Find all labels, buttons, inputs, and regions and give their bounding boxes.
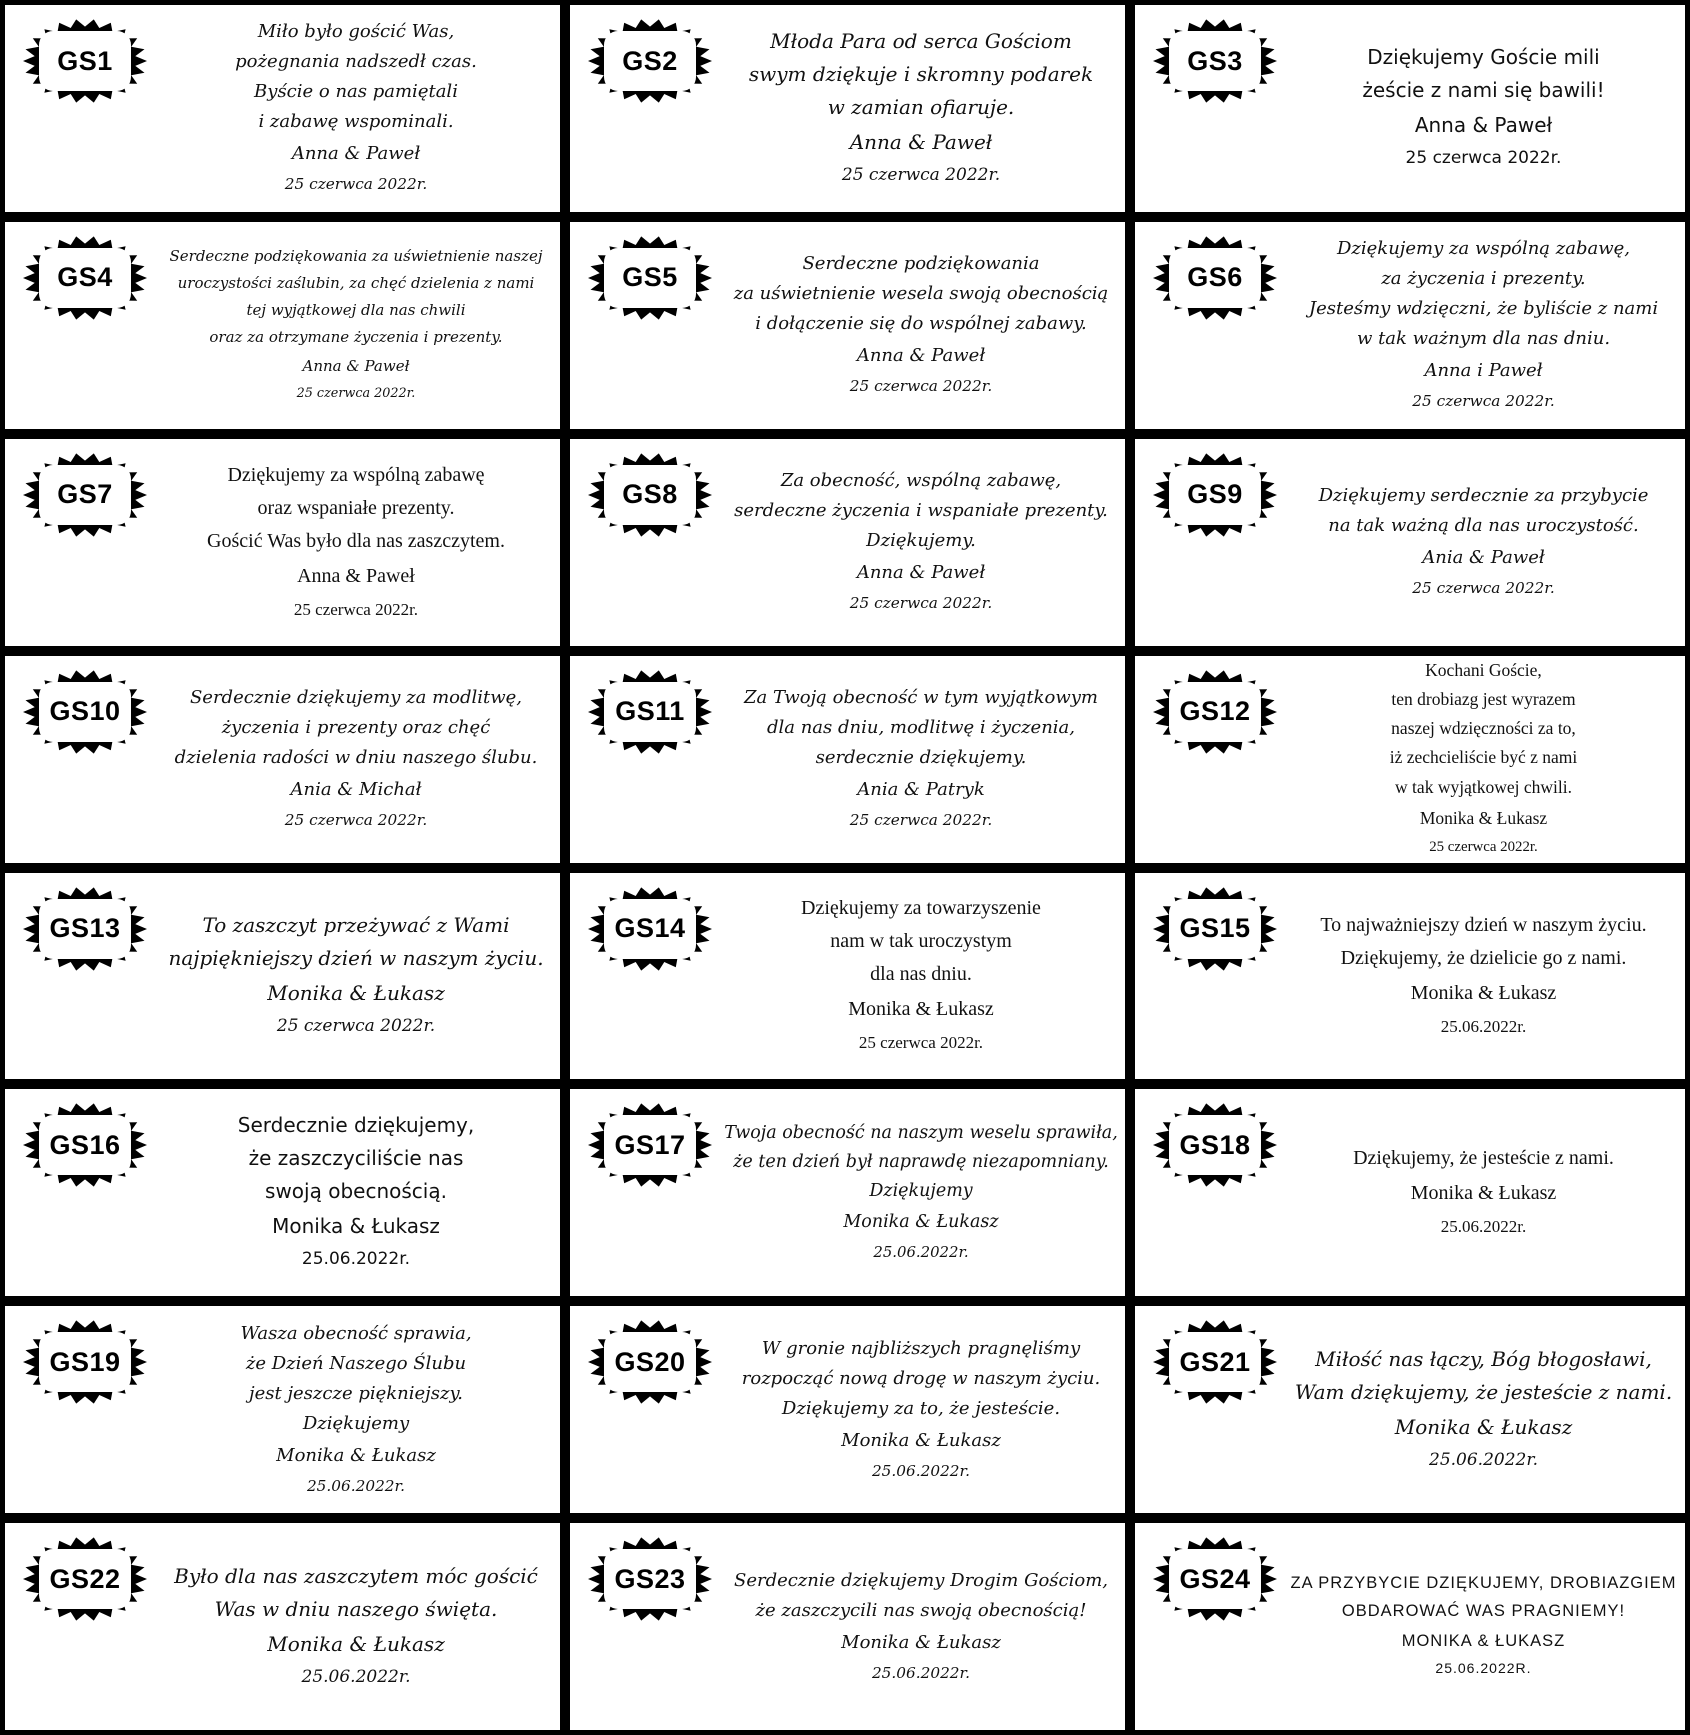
couple-names: Monika & Łukasz <box>848 998 994 1021</box>
message-line: pożegnania nadszedł czas. <box>235 51 477 73</box>
card-text <box>160 873 552 1080</box>
wedding-date: 25 czerwca 2022r. <box>1405 148 1562 169</box>
message-line: Twoja obecność na naszym weselu sprawiła, <box>724 1122 1118 1143</box>
message-line: że Dzień Naszego Ślubu <box>245 1352 467 1374</box>
couple-names: Anna & Paweł <box>856 345 986 367</box>
card-text <box>160 439 552 646</box>
message-line: To najważniejszy dzień w naszym życiu. <box>1320 913 1647 936</box>
message-line: Jesteśmy wdzięczni, że byliście z nami <box>1308 298 1659 320</box>
wedding-date: 25.06.2022r. <box>301 1249 411 1270</box>
card-gs17 <box>570 1089 1125 1296</box>
message-line: Dziękujemy, że dzielicie go z nami. <box>1340 946 1627 969</box>
card-gs19 <box>5 1306 560 1513</box>
message-line: Miło było gościć Was, <box>257 21 455 43</box>
card-code: GS1 <box>57 45 113 76</box>
message-line: dzielenia radości w dniu naszego ślubu. <box>174 747 538 769</box>
card-text <box>1290 656 1677 863</box>
card-gs11 <box>570 656 1125 863</box>
couple-names: MONIKA & ŁUKASZ <box>1401 1631 1566 1650</box>
badge <box>580 881 720 977</box>
badge <box>580 1531 720 1627</box>
card-text <box>725 222 1117 429</box>
wedding-date: 25.06.2022r. <box>306 1476 406 1495</box>
message-line: i zabawę wspominali. <box>258 111 454 133</box>
wedding-date: 25 czerwca 2022r. <box>1412 579 1555 598</box>
card-gs12 <box>1135 656 1685 863</box>
badge <box>1145 1097 1285 1193</box>
badge <box>15 447 155 543</box>
badge <box>1145 1531 1285 1627</box>
badge <box>15 13 155 109</box>
card-code: GS8 <box>622 479 678 510</box>
card-code: GS7 <box>57 479 113 510</box>
card-gs13 <box>5 873 560 1080</box>
wedding-date: 25 czerwca 2022r. <box>849 594 993 613</box>
message-line: dla nas dniu, modlitwę i życzenia, <box>766 717 1076 739</box>
message-line: Byście o nas pamiętali <box>254 81 458 103</box>
card-text <box>725 1523 1117 1730</box>
wedding-date: 25 czerwca 2022r. <box>1412 392 1555 411</box>
couple-names: Anna & Paweł <box>856 562 986 584</box>
wedding-date: 25 czerwca 2022r. <box>849 811 993 830</box>
couple-names: Ania & Patryk <box>857 779 985 801</box>
wedding-date: 25.06.2022r. <box>301 1666 411 1687</box>
wedding-date: 25 czerwca 2022r. <box>296 386 416 402</box>
message-line: Serdecznie dziękujemy za modlitwę, <box>189 687 523 709</box>
badge <box>1145 447 1285 543</box>
card-text <box>725 5 1117 212</box>
message-line: oraz za otrzymane życzenia i prezenty. <box>209 328 503 347</box>
card-gs22 <box>5 1523 560 1730</box>
card-text <box>725 873 1117 1080</box>
badge <box>580 1314 720 1410</box>
card-code: GS24 <box>1179 1563 1251 1594</box>
couple-names: Anna i Paweł <box>1424 360 1543 382</box>
couple-names: Monika & Łukasz <box>841 1429 1001 1451</box>
card-code: GS18 <box>1179 1129 1251 1160</box>
message-line: Was w dniu naszego święta. <box>214 1596 498 1621</box>
card-gs8 <box>570 439 1125 646</box>
card-text <box>1290 222 1677 429</box>
couple-names: Monika & Łukasz <box>267 980 445 1005</box>
wedding-date: 25.06.2022r. <box>871 1461 971 1480</box>
message-line: Dziękujemy Goście mili <box>1367 45 1600 70</box>
message-line: w tak wyjątkowej chwili. <box>1395 776 1572 797</box>
card-text <box>1290 5 1677 212</box>
card-text <box>725 656 1117 863</box>
message-line: najpiękniejszy dzień w naszym życiu. <box>168 945 544 970</box>
wedding-date: 25.06.2022r. <box>1429 1449 1538 1470</box>
wedding-date: 25.06.2022r. <box>1440 1217 1527 1237</box>
message-line: Młoda Para od serca Gościom <box>770 28 1072 53</box>
message-line: Za obecność, wspólną zabawę, <box>780 470 1062 492</box>
message-line: ten drobiazg jest wyrazem <box>1391 689 1576 710</box>
wedding-date: 25 czerwca 2022r. <box>276 1015 436 1036</box>
card-code: GS16 <box>49 1129 121 1160</box>
couple-names: Ania & Paweł <box>1422 547 1545 569</box>
message-line: Było dla nas zaszczytem móc gościć <box>174 1563 538 1588</box>
couple-names: Monika & Łukasz <box>267 1631 445 1656</box>
message-line: Gościć Was było dla nas zaszczytem. <box>207 529 505 552</box>
card-gs14 <box>570 873 1125 1080</box>
wedding-date: 25 czerwca 2022r. <box>284 175 428 194</box>
badge <box>1145 664 1285 760</box>
message-line: że zaszczyciliście nas <box>248 1146 464 1171</box>
card-gs10 <box>5 656 560 863</box>
card-gs18 <box>1135 1089 1685 1296</box>
card-text <box>160 1089 552 1296</box>
couple-names: Anna & Paweł <box>849 129 993 154</box>
message-line: żeście z nami się bawili! <box>1362 78 1605 103</box>
card-code: GS6 <box>1187 262 1243 293</box>
card-code: GS21 <box>1179 1346 1251 1377</box>
message-line: na tak ważną dla nas uroczystość. <box>1328 515 1639 537</box>
badge <box>580 447 720 543</box>
card-text <box>1290 1089 1677 1296</box>
badge <box>1145 13 1285 109</box>
card-text <box>160 656 552 863</box>
card-code: GS3 <box>1187 45 1243 76</box>
couple-names: Monika & Łukasz <box>841 1631 1001 1653</box>
card-text <box>160 1523 552 1730</box>
message-line: Kochani Goście, <box>1425 659 1542 680</box>
couple-names: Monika & Łukasz <box>1410 981 1557 1004</box>
wedding-date: 25 czerwca 2022r. <box>849 377 993 396</box>
message-line: Serdecznie dziękujemy, <box>237 1113 475 1138</box>
wedding-date: 25 czerwca 2022r. <box>1429 839 1538 856</box>
message-line: Miłość nas łączy, Bóg błogosławi, <box>1315 1346 1652 1371</box>
couple-names: Monika & Łukasz <box>843 1212 999 1233</box>
card-code: GS5 <box>622 262 678 293</box>
couple-names: Monika & Łukasz <box>276 1444 436 1466</box>
message-line: Dziękujemy <box>302 1412 410 1434</box>
wedding-date: 25.06.2022R. <box>1435 1660 1532 1677</box>
message-line: w zamian ofiaruje. <box>827 94 1015 119</box>
badge <box>580 230 720 326</box>
message-line: dla nas dniu. <box>870 963 972 986</box>
badge <box>15 664 155 760</box>
message-line: oraz wspaniałe prezenty. <box>257 496 455 519</box>
card-code: GS11 <box>615 696 685 727</box>
message-line: naszej wdzięczności za to, <box>1391 718 1576 739</box>
message-line: Dziękujemy za wspólną zabawę, <box>1336 238 1630 260</box>
couple-names: Monika & Łukasz <box>1394 1414 1573 1439</box>
message-line: Dziękujemy za to, że jesteście. <box>781 1397 1061 1419</box>
message-line: iż zechcieliście być z nami <box>1389 747 1578 768</box>
card-gs6 <box>1135 222 1685 429</box>
wedding-date: 25 czerwca 2022r. <box>858 1033 984 1053</box>
badge <box>1145 1314 1285 1410</box>
message-line: To zaszczyt przeżywać z Wami <box>202 912 510 937</box>
message-line: że zaszczycili nas swoją obecnością! <box>755 1599 1087 1621</box>
message-line: Wasza obecność sprawia, <box>240 1322 472 1344</box>
message-line: uroczystości zaślubin, za chęć dzielenia z nami <box>177 274 535 293</box>
message-line: OBDAROWAĆ WAS PRAGNIEMY! <box>1341 1601 1626 1620</box>
couple-names: Anna & Paweł <box>297 564 415 587</box>
card-code: GS2 <box>622 45 678 76</box>
card-code: GS15 <box>1179 913 1251 943</box>
badge <box>15 1314 155 1410</box>
card-gs20 <box>570 1306 1125 1513</box>
couple-names: Anna & Paweł <box>1414 113 1553 138</box>
card-gs21 <box>1135 1306 1685 1513</box>
card-text <box>1290 1306 1677 1513</box>
card-text <box>160 222 552 429</box>
card-gs16 <box>5 1089 560 1296</box>
card-gs23 <box>570 1523 1125 1730</box>
message-line: jest jeszcze piękniejszy. <box>249 1382 463 1404</box>
card-code: GS9 <box>1187 479 1243 510</box>
message-line: Dziękujemy. <box>866 530 976 552</box>
card-code: GS13 <box>49 913 121 943</box>
card-text <box>1290 439 1677 646</box>
message-line: za życzenia i prezenty. <box>1381 268 1586 290</box>
card-text <box>160 5 552 212</box>
message-line: Wam dziękujemy, że jesteście z nami. <box>1294 1379 1673 1404</box>
card-code: GS20 <box>614 1346 686 1377</box>
card-code: GS10 <box>49 696 121 727</box>
message-line: Za Twoją obecność w tym wyjątkowym <box>744 687 1098 709</box>
badge <box>1145 230 1285 326</box>
wedding-date: 25.06.2022r. <box>871 1663 971 1682</box>
card-text <box>725 1306 1117 1513</box>
card-text <box>1290 1523 1677 1730</box>
badge <box>1145 881 1285 977</box>
card-code: GS4 <box>57 262 113 293</box>
card-code: GS12 <box>1179 696 1251 727</box>
badge <box>15 881 155 977</box>
message-line: za uświetnienie wesela swoją obecnością <box>733 283 1109 305</box>
badge <box>15 1097 155 1193</box>
message-line: Serdecznie dziękujemy Drogim Gościom, <box>733 1569 1109 1591</box>
couple-names: Monika & Łukasz <box>1410 1182 1557 1205</box>
message-line: W gronie najbliższych pragnęliśmy <box>761 1337 1081 1359</box>
badge <box>15 1531 155 1627</box>
card-code: GS14 <box>614 913 686 943</box>
couple-names: Anna & Paweł <box>291 143 421 165</box>
message-line: Serdeczne podziękowania za uświetnienie naszej <box>169 247 543 266</box>
message-line: swym dziękuje i skromny podarek <box>748 61 1094 86</box>
message-line: serdeczne życzenia i wspaniałe prezenty. <box>734 500 1108 522</box>
message-line: Dziękujemy <box>869 1181 973 1202</box>
card-text <box>725 1089 1117 1296</box>
message-line: Dziękujemy, że jesteście z nami. <box>1353 1147 1614 1170</box>
wedding-date: 25 czerwca 2022r. <box>284 811 428 830</box>
card-gs9 <box>1135 439 1685 646</box>
message-line: Dziękujemy za wspólną zabawę <box>227 463 485 486</box>
couple-names: Anna & Paweł <box>302 357 410 376</box>
couple-names: Monika & Łukasz <box>1419 807 1548 828</box>
card-gs1 <box>5 5 560 212</box>
card-gs15 <box>1135 873 1685 1080</box>
message-line: serdecznie dziękujemy. <box>815 747 1027 769</box>
message-line: ZA PRZYBYCIE DZIĘKUJEMY, DROBIAZGIEM <box>1290 1574 1677 1593</box>
wedding-date: 25.06.2022r. <box>873 1242 969 1261</box>
card-text <box>160 1306 552 1513</box>
badge <box>580 1097 720 1193</box>
message-line: w tak ważnym dla nas dniu. <box>1356 328 1611 350</box>
message-line: życzenia i prezenty oraz chęć <box>221 717 491 739</box>
couple-names: Monika & Łukasz <box>272 1214 440 1239</box>
card-gs3 <box>1135 5 1685 212</box>
message-line: tej wyjątkowej dla nas chwili <box>246 301 466 320</box>
card-gs2 <box>570 5 1125 212</box>
card-text <box>1290 873 1677 1080</box>
card-code: GS22 <box>49 1563 121 1594</box>
card-gs5 <box>570 222 1125 429</box>
message-line: nam w tak uroczystym <box>830 930 1012 953</box>
card-code: GS19 <box>49 1346 121 1377</box>
card-gs7 <box>5 439 560 646</box>
card-text <box>725 439 1117 646</box>
message-line: Serdeczne podziękowania <box>802 253 1040 275</box>
card-gs4 <box>5 222 560 429</box>
couple-names: Ania & Michał <box>290 779 422 801</box>
card-code: GS23 <box>614 1563 686 1594</box>
message-line: Dziękujemy serdecznie za przybycie <box>1318 485 1649 507</box>
wedding-date: 25.06.2022r. <box>1440 1016 1527 1036</box>
wedding-date: 25 czerwca 2022r. <box>841 164 1001 185</box>
badge <box>15 230 155 326</box>
message-line: i dołączenie się do wspólnej zabawy. <box>755 313 1087 335</box>
message-line: Dziękujemy za towarzyszenie <box>801 897 1041 920</box>
badge <box>580 13 720 109</box>
badge <box>580 664 720 760</box>
message-line: że ten dzień był naprawdę niezapomniany. <box>733 1152 1109 1172</box>
message-line: swoją obecnością. <box>265 1179 447 1204</box>
card-gs24 <box>1135 1523 1685 1730</box>
wedding-date: 25 czerwca 2022r. <box>293 599 419 619</box>
card-code: GS17 <box>614 1129 686 1160</box>
message-line: rozpocząć nową drogę w naszym życiu. <box>741 1367 1101 1389</box>
